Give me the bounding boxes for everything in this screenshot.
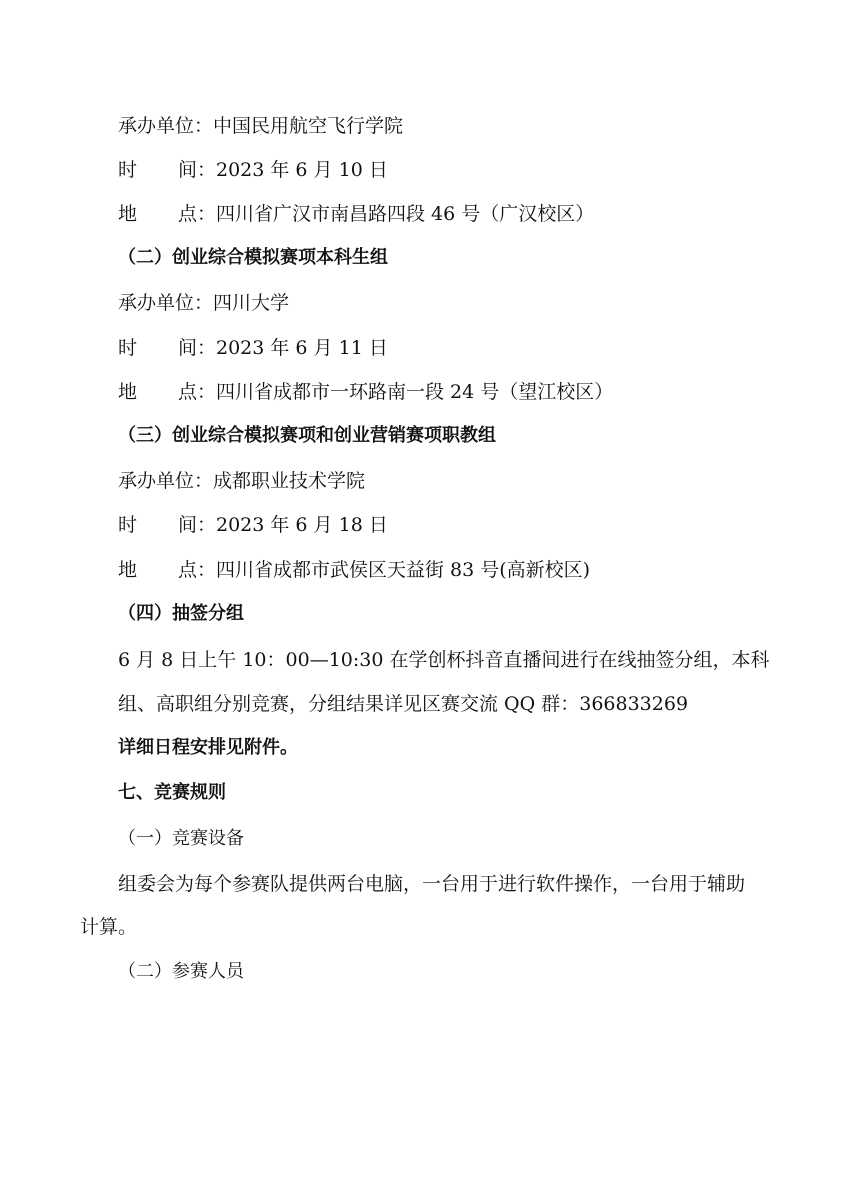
organizer-label: 承办单位： <box>118 292 214 314</box>
section-heading-7: 七、竞赛规则 <box>118 782 226 803</box>
time-value: 2023 年 6 月 10 日 <box>216 159 388 181</box>
time-line-2 <box>118 336 388 360</box>
subsection-equipment: （一）竞赛设备 <box>118 828 244 849</box>
section-heading-3: （三）创业综合模拟赛项和创业营销赛项职教组 <box>118 425 496 446</box>
equipment-paragraph-line-2: 计算。 <box>80 916 138 938</box>
organizer-value: 中国民用航空飞行学院 <box>213 115 404 137</box>
time-value: 2023 年 6 月 18 日 <box>216 514 388 536</box>
subsection-participants: （二）参赛人员 <box>118 961 244 982</box>
time-label: 时 间： <box>118 337 217 359</box>
draw-paragraph-line-1: 6 月 8 日上午 10：00—10:30 在学创杯抖音直播间进行在线抽签分组，本科 <box>118 649 770 671</box>
schedule-note: 详细日程安排见附件。 <box>118 737 298 758</box>
time-line-1 <box>118 158 388 182</box>
organizer-value: 四川大学 <box>213 292 290 314</box>
organizer-line-2 <box>118 291 289 315</box>
time-label: 时 间： <box>118 514 217 536</box>
section-heading-2: （二）创业综合模拟赛项本科生组 <box>118 247 388 268</box>
section-heading-4: （四）抽签分组 <box>118 603 244 624</box>
organizer-line-1 <box>118 114 403 138</box>
location-label: 地 点： <box>118 559 217 581</box>
location-line-2 <box>118 380 613 404</box>
organizer-line-3 <box>118 469 365 493</box>
draw-paragraph-line-2: 组、高职组分别竞赛，分组结果详见区赛交流 QQ 群：366833269 <box>118 693 689 715</box>
organizer-value: 成都职业技术学院 <box>213 470 366 492</box>
time-label: 时 间： <box>118 159 217 181</box>
location-line-1 <box>118 202 594 226</box>
location-line-3 <box>118 558 590 582</box>
time-value: 2023 年 6 月 11 日 <box>216 337 388 359</box>
organizer-label: 承办单位： <box>118 470 214 492</box>
location-label: 地 点： <box>118 381 217 403</box>
organizer-label: 承办单位： <box>118 115 214 137</box>
location-value: 四川省成都市武侯区天益街 83 号(高新校区) <box>216 559 591 581</box>
time-line-3 <box>118 513 388 537</box>
equipment-paragraph-line-1: 组委会为每个参赛队提供两台电脑，一台用于进行软件操作，一台用于辅助 <box>118 873 746 895</box>
location-value: 四川省成都市一环路南一段 24 号（望江校区） <box>216 381 614 403</box>
location-value: 四川省广汉市南昌路四段 46 号（广汉校区） <box>216 203 595 225</box>
location-label: 地 点： <box>118 203 217 225</box>
